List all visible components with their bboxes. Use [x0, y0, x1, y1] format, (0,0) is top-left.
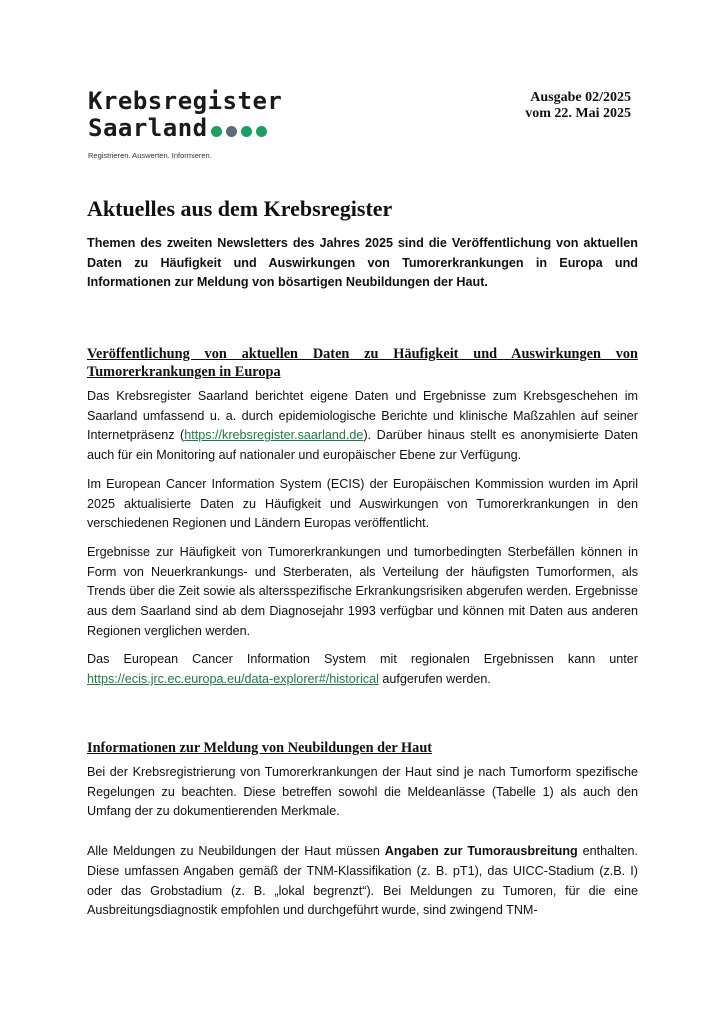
logo-dot [226, 126, 237, 137]
krebsregister-link[interactable]: https://krebsregister.saarland.de [184, 428, 364, 443]
logo-dots [211, 116, 271, 143]
paragraph [87, 650, 638, 689]
text: Das European Cancer Information System mit regionalen Ergebnissen kann unter [87, 652, 638, 667]
text: Das Krebsregister Saarland berichtet eigene Daten und Ergebnisse zum Krebsgeschehen im Saarland umfassend u. a. durch epidemiologische Berichte und klinische Maßzahlen auf seiner Internetpräsenz ( [87, 389, 638, 443]
ecis-link[interactable]: https://ecis.jrc.ec.europa.eu/data-explorer#/historical [87, 672, 379, 687]
krebsregister-logo [88, 88, 282, 160]
logo-dot [256, 126, 267, 137]
logo-line-2 [88, 115, 282, 143]
issue-number: Ausgabe 02/2025 [530, 90, 631, 105]
logo-line-2-text: Saarland [88, 114, 208, 142]
logo-dot [241, 126, 252, 137]
paragraph [87, 387, 638, 466]
section-skin [87, 739, 638, 930]
logo-line-1: Krebsregister [88, 87, 283, 115]
text: ). Darüber hinaus stellt es anonymisierte Daten auch für ein Monitoring auf nationaler und europäischer Ebene zur Verfügung. [87, 428, 638, 463]
intro-block [87, 234, 638, 302]
section-ecis [87, 345, 638, 699]
logo-dot [211, 126, 222, 137]
paragraph [87, 842, 638, 921]
section-heading: Veröffentlichung von aktuellen Daten zu Häufigkeit und Auswirkungen von Tumorerkrankungen in Europa [87, 346, 638, 380]
bold-text: Angaben zur Tumorausbreitung [384, 844, 578, 859]
text: Alle Meldungen zu Neubildungen der Haut müssen [87, 844, 385, 859]
intro-paragraph: Themen des zweiten Newsletters des Jahres 2025 sind die Veröffentlichung von aktuellen Daten zu Häufigkeit und Auswirkungen von Tumorerkrankungen in Europa und Informationen zur Meldung von bösartigen Neubildungen der Haut. [87, 236, 638, 290]
section-heading: Informationen zur Meldung von Neubildungen der Haut [87, 740, 433, 756]
page-title: Aktuelles aus dem Krebsregister [87, 196, 393, 221]
issue-date: vom 22. Mai 2025 [525, 106, 631, 121]
issue-info [525, 90, 631, 122]
text: enthalten. Diese umfassen Angaben gemäß der TNM-Klassifikation (z. B. pT1), das UICC-Stadium (z.B. I) oder das Grobstadium (z. B. „lokal begrenzt“). Bei Meldungen zu Tumoren, für die eine Ausbreitungsdiagnostik empfohlen und durchgeführt wurde, sind zwingend TNM- [87, 844, 638, 918]
logo-tagline: Registrieren. Auswerten. Informieren. [88, 150, 212, 160]
text: aufgerufen werden. [378, 672, 491, 687]
paragraph: Im European Cancer Information System (ECIS) der Europäischen Kommission wurden im April 2025 aktualisierte Daten zu Häufigkeit und Auswirkungen von Tumorerkrankungen in den verschiedenen Regionen und Ländern Europas veröffentlicht. [87, 476, 638, 531]
paragraph: Ergebnisse zur Häufigkeit von Tumorerkrankungen und tumorbedingten Sterbefällen können in Form von Neuerkrankungs- und Sterberaten, als Verteilung der häufigsten Tumorformen, als Trends über die Zeit sowie als altersspezifische Erkrankungsrisiken abgerufen werden. Ergebnisse aus dem Saarland sind ab dem Diagnosejahr 1993 verfügbar und können mit Daten aus anderen Regionen verglichen werden. [87, 544, 638, 638]
paragraph: Bei der Krebsregistrierung von Tumorerkrankungen der Haut sind je nach Tumorform spezifische Regelungen zu beachten. Diese betreffen sowohl die Meldeanlässe (Tabelle 1) als auch den Umfang der zu dokumentierenden Merkmale. [87, 765, 638, 819]
